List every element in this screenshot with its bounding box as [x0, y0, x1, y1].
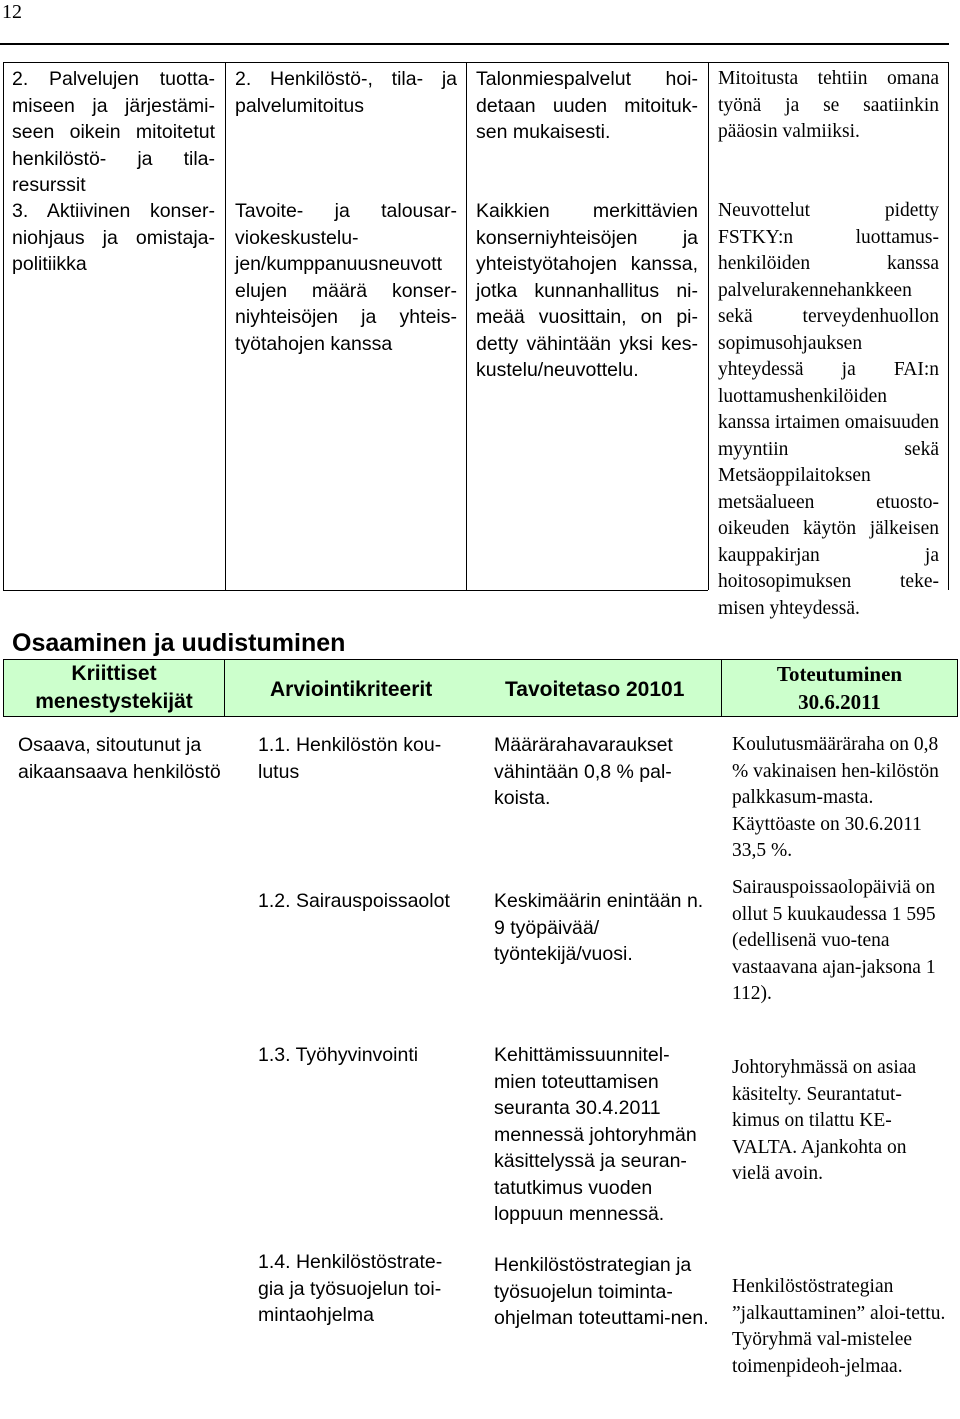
header-criteria: Arviointikriteerit: [270, 678, 433, 701]
upper-table-divider-3: [708, 62, 709, 590]
row-2-target: Keskimäärin enintään n. 9 työpäivää/ työntekijä/vuosi.: [494, 890, 704, 965]
row-4-outcome: Henkilöstöstrategian ”jalkauttaminen” aloi-tettu. Työryhmä val-mistelee toimenpideoh-jelmaa.: [732, 1276, 946, 1377]
row-4-target: Henkilöstöstrategian ja työsuojelun toiminta-ohjelman toteuttami-nen.: [494, 1254, 709, 1329]
upper-col4-outcome-3: Neuvottelut pidetty FSTKY:n luottamus-henkilöiden kanssa palvelurakennehankkeen sekä terveydenhuollon sopimusohjauksen yhteydessä ja FAI:n luottamushenkilöiden kanssa irtaimen omaisuuden myyntiin sekä Metsäoppilaitoksen metsäalueen etuosto-oikeuden käytön jälkeisen kauppakirjan ja hoitosopimuksen teke-misen yhteydessä.: [718, 200, 939, 619]
upper-col2-criterion-3: Tavoite- ja talousar-viokeskustelu-jen/kumppanuusneuvott elujen määrä konser-niyhteisöjen ja yhteis-työtahojen kanssa: [235, 200, 457, 355]
row-3-criterion: 1.3. Työhyvinvointi: [258, 1044, 419, 1066]
header-target-level: Tavoitetaso 20101: [505, 678, 685, 701]
row-2-criterion: 1.2. Sairauspoissaolot: [258, 890, 450, 912]
row-1-target: Määrärahavaraukset vähintään 0,8 % pal-koista.: [494, 734, 673, 809]
upper-table-divider-1: [225, 62, 226, 590]
row-3-outcome: Johtoryhmässä on asiaa käsitelty. Seurantatut-kimus on tilattu KE-VALTA. Ajankohta on vielä avoin.: [732, 1057, 917, 1184]
header-rule: [0, 43, 949, 45]
row-4-criterion: 1.4. Henkilöstöstrate-gia ja työsuojelun toi-mintaohjelma: [258, 1251, 443, 1326]
upper-table-right-border: [948, 62, 949, 590]
upper-table-left-border: [3, 62, 4, 590]
upper-col4-outcome-2: Mitoitusta tehtiin omana työnä ja se saatiinkin pääosin valmiiksi.: [718, 68, 939, 142]
upper-table-divider-2: [466, 62, 467, 590]
upper-col1-goal-2: 2. Palvelujen tuotta-miseen ja järjestämi-seen oikein mitoitetut henkilöstö- ja tila-resurssit: [12, 68, 215, 196]
upper-table-bottom-border: [3, 590, 708, 591]
row-1-outcome: Koulutusmääräraha on 0,8 % vakinaisen hen-kilöstön palkkasum-masta. Käyttöaste on 30.6.2011 33,5 %.: [732, 734, 939, 861]
section-title: Osaaminen ja uudistuminen: [12, 629, 346, 657]
upper-col3-target-3: Kaikkien merkittävien konserniyhteisöjen ja yhteistyötahojen kanssa, jotka kunnanhallitus ni-meää vuosittain, on pi-detty vähintään yksi kes-kustelu/neuvottelu.: [476, 200, 698, 381]
upper-col1-goal-3: 3. Aktiivinen konser-niohjaus ja omistaja-politiikka: [12, 200, 215, 275]
row-3-target: Kehittämissuunnitel-mien toteuttamisen seuranta 30.4.2011 mennessä johtoryhmän käsittelyssä ja seuran-tatutkimus vuoden loppuun mennessä.: [494, 1044, 697, 1225]
upper-table-top-border: [3, 62, 948, 63]
header-critical-factors: [3, 659, 225, 717]
header-outcome: [721, 659, 958, 717]
header-outcome-label: Toteutuminen 30.6.2011: [776, 662, 903, 714]
upper-col3-target-2: Talonmiespalvelut hoi-detaan uuden mitoituk-sen mukaisesti.: [476, 68, 698, 143]
row-1-criterion: 1.1. Henkilöstön kou-lutus: [258, 734, 442, 783]
header-critical-factors-label: Kriittiset menestystekijät: [35, 662, 193, 713]
critical-factor: Osaava, sitoutunut ja aikaansaava henkilöstö: [18, 734, 221, 783]
page-number: 12: [2, 1, 22, 23]
upper-col2-criterion-2: 2. Henkilöstö-, tila- ja palvelumitoitus: [235, 68, 457, 117]
row-2-outcome: Sairauspoissaolopäiviä on ollut 5 kuukaudessa 1 595 (edellisenä vuo-tena vastaavana ajan-jaksona 1 112).: [732, 877, 936, 1004]
